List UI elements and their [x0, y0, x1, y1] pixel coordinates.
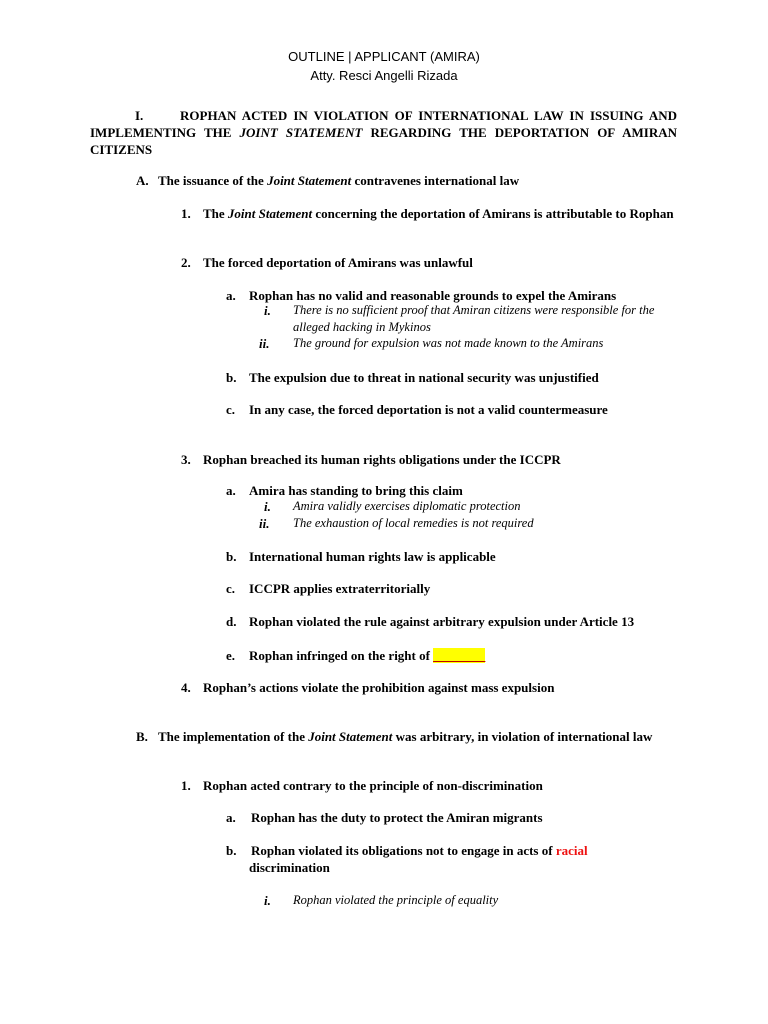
b1-number: 1. [181, 778, 191, 793]
a3d-number: d. [226, 614, 237, 629]
b1-i-text: Rophan violated the principle of equality [293, 893, 499, 907]
a2a-text: Rophan has no valid and reasonable grounds to expel the Amirans [249, 288, 617, 303]
a1-number: 1. [181, 206, 191, 221]
a2c-number: c. [226, 402, 236, 417]
a2c-text: In any case, the forced deportation is not a valid countermeasure [249, 402, 608, 417]
a3c-text: ICCPR applies extraterritorially [249, 581, 431, 596]
a2b-text: The expulsion due to threat in national security was unjustified [249, 370, 599, 385]
a3a-i-number: i. [264, 499, 271, 514]
b1-text: Rophan acted contrary to the principle of non-discrimination [203, 778, 543, 793]
a3-text: Rophan breached its human rights obligations under the ICCPR [203, 452, 561, 467]
b1a-number: a. [226, 810, 236, 825]
a4-number: 4. [181, 680, 191, 695]
a2-text: The forced deportation of Amirans was unlawful [203, 255, 473, 270]
a1-text: The Joint Statement concerning the deportation of Amirans is attributable to Rophan [203, 206, 674, 221]
a3c-number: c. [226, 581, 236, 596]
a3d-text: Rophan violated the rule against arbitrary expulsion under Article 13 [249, 614, 635, 629]
a2a-number: a. [226, 288, 236, 303]
a3a-ii-number: ii. [259, 516, 270, 531]
section-i-heading: ROPHAN ACTED IN VIOLATION OF INTERNATIONAL LAW IN ISSUING AND IMPLEMENTING THE JOINT STATEMENT REGARDING THE DEPORTATION OF AMIRAN CITIZENS [90, 108, 677, 157]
a3e-number: e. [226, 648, 236, 663]
a3-number: 3. [181, 452, 191, 467]
racial-red-text: racial [555, 843, 588, 858]
b1a-text: Rophan has the duty to protect the Amiran migrants [251, 810, 543, 825]
a3a-text: Amira has standing to bring this claim [249, 483, 463, 498]
a2a-ii-number: ii. [259, 336, 270, 351]
b1b-text-line1: Rophan violated its obligations not to engage in acts of racial [251, 843, 588, 858]
b1-i-number: i. [264, 893, 271, 908]
section-a-heading: The issuance of the Joint Statement contravenes international law [158, 173, 520, 188]
a3e-text: Rophan infringed on the right of ________ [249, 648, 486, 663]
a2a-i-text: There is no sufficient proof that Amiran citizens were responsible for the alleged hacking in Mykinos [293, 303, 655, 334]
a4-text: Rophan’s actions violate the prohibition against mass expulsion [203, 680, 555, 695]
a2-number: 2. [181, 255, 191, 270]
a2a-ii-text: The ground for expulsion was not made known to the Amirans [293, 336, 604, 350]
section-i-number: I. [135, 108, 144, 123]
a3a-number: a. [226, 483, 236, 498]
highlighted-blank: ________ [433, 648, 486, 663]
a3a-ii-text: The exhaustion of local remedies is not required [293, 516, 534, 530]
document-header-title: OUTLINE | APPLICANT (AMIRA) [288, 49, 480, 64]
section-b-heading: The implementation of the Joint Statement was arbitrary, in violation of international law [158, 729, 653, 744]
a2b-number: b. [226, 370, 237, 385]
a3b-text: International human rights law is applicable [249, 549, 496, 564]
section-a-number: A. [136, 173, 149, 188]
a3b-number: b. [226, 549, 237, 564]
b1b-number: b. [226, 843, 237, 858]
section-b-number: B. [136, 729, 148, 744]
a3a-i-text: Amira validly exercises diplomatic protection [293, 499, 521, 513]
b1b-text-line2: discrimination [249, 860, 330, 875]
document-header-author: Atty. Resci Angelli Rizada [310, 68, 458, 83]
a2a-i-number: i. [264, 303, 271, 318]
